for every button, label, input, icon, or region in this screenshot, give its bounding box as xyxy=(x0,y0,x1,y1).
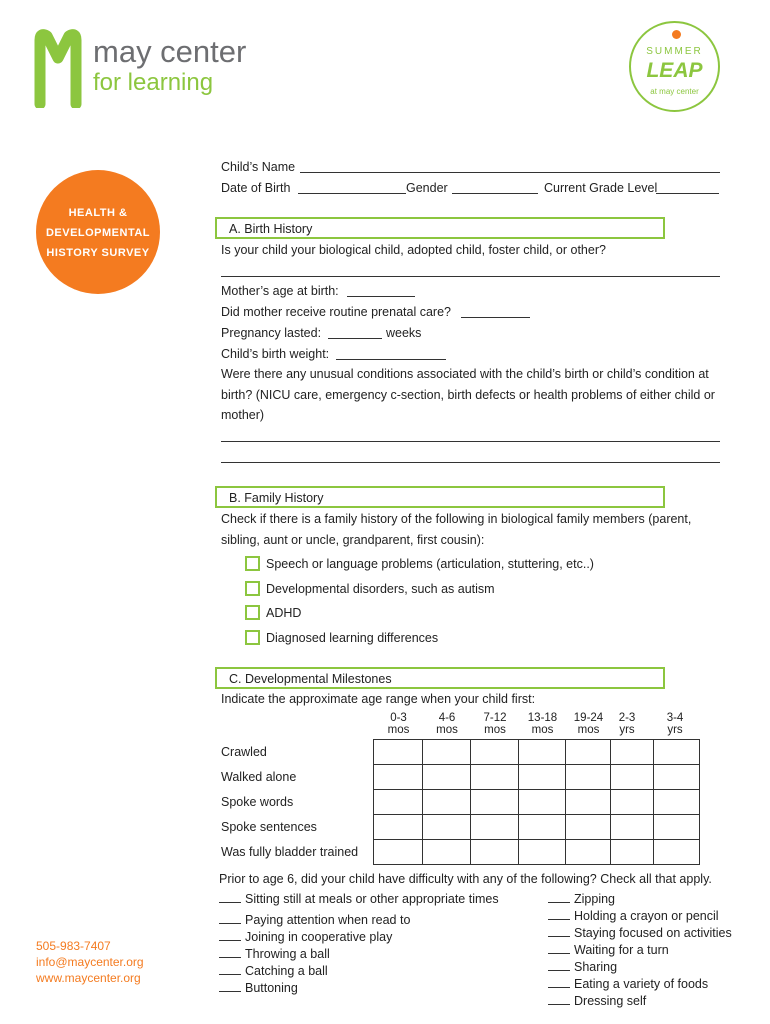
table-cell[interactable] xyxy=(653,840,699,865)
difficulty-item[interactable] xyxy=(548,976,708,992)
difficulty-item-label: Waiting for a turn xyxy=(574,943,669,957)
table-row xyxy=(217,840,699,865)
birth-weight-field[interactable] xyxy=(336,359,446,360)
family-history-item-label: Speech or language problems (articulation, stuttering, etc..) xyxy=(266,557,594,571)
brand-name-line2: for learning xyxy=(93,69,214,96)
table-row xyxy=(217,765,699,790)
table-cell[interactable] xyxy=(518,840,565,865)
table-cell[interactable] xyxy=(518,765,565,790)
table-cell[interactable] xyxy=(422,815,470,840)
table-cell[interactable] xyxy=(422,765,470,790)
table-cell[interactable] xyxy=(653,765,699,790)
difficulty-item[interactable] xyxy=(548,908,719,924)
difficulty-check-blank[interactable] xyxy=(548,919,570,920)
section-c-heading: C. Developmental Milestones xyxy=(215,667,665,689)
difficulty-item-label: Sitting still at meals or other appropriate times xyxy=(245,892,499,906)
difficulty-check-blank[interactable] xyxy=(219,940,241,941)
gender-field[interactable] xyxy=(452,193,538,194)
table-cell[interactable] xyxy=(422,840,470,865)
difficulty-item-label: Holding a crayon or pencil xyxy=(574,909,719,923)
difficulty-check-blank[interactable] xyxy=(219,957,241,958)
column-header: 13-18 mos xyxy=(527,712,558,736)
may-center-logo xyxy=(33,28,263,108)
table-cell[interactable] xyxy=(653,790,699,815)
table-cell[interactable] xyxy=(470,815,518,840)
badge-line1: SUMMER xyxy=(646,46,703,57)
difficulty-item-label: Dressing self xyxy=(574,994,647,1008)
table-cell[interactable] xyxy=(565,765,610,790)
table-cell[interactable] xyxy=(470,765,518,790)
table-cell[interactable] xyxy=(565,840,610,865)
badge-line3: at may center xyxy=(650,87,699,96)
table-cell[interactable] xyxy=(518,815,565,840)
table-cell[interactable] xyxy=(373,815,422,840)
difficulty-item-label: Sharing xyxy=(574,960,618,974)
difficulty-item[interactable] xyxy=(548,925,732,941)
difficulty-item[interactable] xyxy=(219,980,298,996)
adhd-checkbox[interactable] xyxy=(245,605,260,620)
date-of-birth-field[interactable] xyxy=(298,193,406,194)
difficulty-item[interactable] xyxy=(219,963,328,979)
difficulty-item-label: Buttoning xyxy=(245,981,298,995)
row-label: Was fully bladder trained xyxy=(221,845,359,859)
prenatal-care-field[interactable] xyxy=(461,317,530,318)
difficulty-item[interactable] xyxy=(219,891,499,907)
row-label: Walked alone xyxy=(221,770,297,784)
learning-differences-checkbox[interactable] xyxy=(245,630,260,645)
difficulty-item[interactable] xyxy=(219,912,410,928)
difficulty-item[interactable] xyxy=(219,946,330,962)
table-row xyxy=(217,790,699,815)
survey-title-line2: DEVELOPMENTAL xyxy=(45,227,151,239)
difficulty-check-blank[interactable] xyxy=(548,987,570,988)
difficulty-item-label: Eating a variety of foods xyxy=(574,977,709,991)
table-cell[interactable] xyxy=(610,765,653,790)
difficulty-check-blank[interactable] xyxy=(548,970,570,971)
sun-icon xyxy=(672,30,681,39)
section-a-heading: A. Birth History xyxy=(215,217,665,239)
gender-label: Gender xyxy=(406,181,448,195)
table-cell[interactable] xyxy=(518,790,565,815)
survey-title-line1: HEALTH & xyxy=(68,207,128,219)
family-history-intro-line2: sibling, aunt or uncle, grandparent, first cousin): xyxy=(221,533,485,547)
survey-title-circle xyxy=(36,170,160,294)
difficulty-item[interactable] xyxy=(548,959,617,975)
unusual-conditions-field-2[interactable] xyxy=(221,462,720,463)
difficulty-check-blank[interactable] xyxy=(548,936,570,937)
difficulty-check-blank[interactable] xyxy=(219,974,241,975)
column-header: 2-3 yrs xyxy=(618,712,636,736)
difficulty-item-label: Catching a ball xyxy=(245,964,328,978)
difficulty-intro: Prior to age 6, did your child have difficulty with any of the following? Check all that apply. xyxy=(219,872,712,886)
childs-name-label: Child’s Name xyxy=(221,160,296,174)
table-cell[interactable] xyxy=(610,815,653,840)
brand-name-line1: may center xyxy=(93,34,247,69)
table-cell[interactable] xyxy=(518,740,565,765)
table-cell[interactable] xyxy=(470,790,518,815)
difficulty-item-label: Zipping xyxy=(574,892,615,906)
contact-website[interactable]: www.maycenter.org xyxy=(36,971,141,985)
table-cell[interactable] xyxy=(422,740,470,765)
difficulty-check-blank[interactable] xyxy=(219,902,241,903)
difficulty-check-blank[interactable] xyxy=(548,902,570,903)
table-cell[interactable] xyxy=(653,815,699,840)
table-row xyxy=(217,740,699,765)
milestones-intro: Indicate the approximate age range when your child first: xyxy=(221,692,536,706)
difficulty-item[interactable] xyxy=(548,993,646,1009)
difficulty-item-label: Throwing a ball xyxy=(245,947,330,961)
table-cell[interactable] xyxy=(373,840,422,865)
row-label: Spoke words xyxy=(221,795,294,809)
child-type-field[interactable] xyxy=(221,276,720,277)
unusual-conditions-line2: birth? (NICU care, emergency c-section, birth defects or health problems of either child or xyxy=(221,388,715,402)
table-cell[interactable] xyxy=(373,765,422,790)
difficulty-check-blank[interactable] xyxy=(548,1004,570,1005)
table-cell[interactable] xyxy=(470,840,518,865)
mothers-age-field[interactable] xyxy=(347,296,415,297)
pregnancy-length-label: Pregnancy lasted: xyxy=(221,326,322,340)
weeks-label: weeks xyxy=(386,326,422,340)
difficulty-item[interactable] xyxy=(219,929,392,945)
unusual-conditions-line1: Were there any unusual conditions associated with the child’s birth or child’s condition at xyxy=(221,367,709,381)
difficulty-item[interactable] xyxy=(548,891,615,907)
childs-name-field[interactable] xyxy=(300,172,720,173)
difficulty-check-blank[interactable] xyxy=(219,991,241,992)
table-cell[interactable] xyxy=(653,740,699,765)
difficulty-item-label: Joining in cooperative play xyxy=(245,930,393,944)
column-header: 19-24 mos xyxy=(573,712,604,736)
current-grade-field[interactable] xyxy=(656,193,719,194)
contact-phone: 505-983-7407 xyxy=(36,939,111,953)
table-cell[interactable] xyxy=(610,740,653,765)
column-header: 0-3 mos xyxy=(387,712,410,736)
table-cell[interactable] xyxy=(565,815,610,840)
column-header: 4-6 mos xyxy=(436,712,458,736)
column-header: 3-4 yrs xyxy=(666,712,684,736)
date-of-birth-label: Date of Birth xyxy=(221,181,291,195)
column-header: 7-12 mos xyxy=(483,712,507,736)
difficulty-item-label: Staying focused on activities xyxy=(574,926,732,940)
table-cell[interactable] xyxy=(373,790,422,815)
row-label: Spoke sentences xyxy=(221,820,317,834)
m-logo-icon xyxy=(33,28,83,108)
child-type-question: Is your child your biological child, adopted child, foster child, or other? xyxy=(221,243,606,257)
birth-weight-label: Child’s birth weight: xyxy=(221,347,330,361)
family-history-item-label: Diagnosed learning differences xyxy=(266,631,439,645)
row-label: Crawled xyxy=(221,745,267,759)
summer-leap-badge xyxy=(629,21,720,112)
family-history-intro-line1: Check if there is a family history of the following in biological family members (parent, xyxy=(221,512,692,526)
table-cell[interactable] xyxy=(610,840,653,865)
table-cell[interactable] xyxy=(565,740,610,765)
table-cell[interactable] xyxy=(422,790,470,815)
difficulty-item-label: Paying attention when read to xyxy=(245,913,411,927)
table-row xyxy=(217,815,699,840)
difficulty-check-blank[interactable] xyxy=(548,953,570,954)
unusual-conditions-line3: mother) xyxy=(221,408,265,422)
difficulty-check-blank[interactable] xyxy=(219,923,241,924)
survey-title-line3: HISTORY SURVEY xyxy=(46,247,150,259)
family-history-item-label: Developmental disorders, such as autism xyxy=(266,582,495,596)
milestones-table xyxy=(217,739,700,865)
table-cell[interactable] xyxy=(373,740,422,765)
developmental-disorders-checkbox[interactable] xyxy=(245,581,260,596)
pregnancy-length-field[interactable] xyxy=(328,338,382,339)
unusual-conditions-field-1[interactable] xyxy=(221,441,720,442)
difficulty-item[interactable] xyxy=(548,942,669,958)
contact-email[interactable]: info@maycenter.org xyxy=(36,955,144,969)
family-history-item-label: ADHD xyxy=(266,606,302,620)
table-cell[interactable] xyxy=(565,790,610,815)
prenatal-care-label: Did mother receive routine prenatal care? xyxy=(221,305,451,319)
section-b-heading: B. Family History xyxy=(215,486,665,508)
table-cell[interactable] xyxy=(610,790,653,815)
table-cell[interactable] xyxy=(470,740,518,765)
current-grade-label: Current Grade Level xyxy=(544,181,658,195)
badge-line2: LEAP xyxy=(646,59,703,82)
mothers-age-label: Mother’s age at birth: xyxy=(221,284,339,298)
speech-language-checkbox[interactable] xyxy=(245,556,260,571)
